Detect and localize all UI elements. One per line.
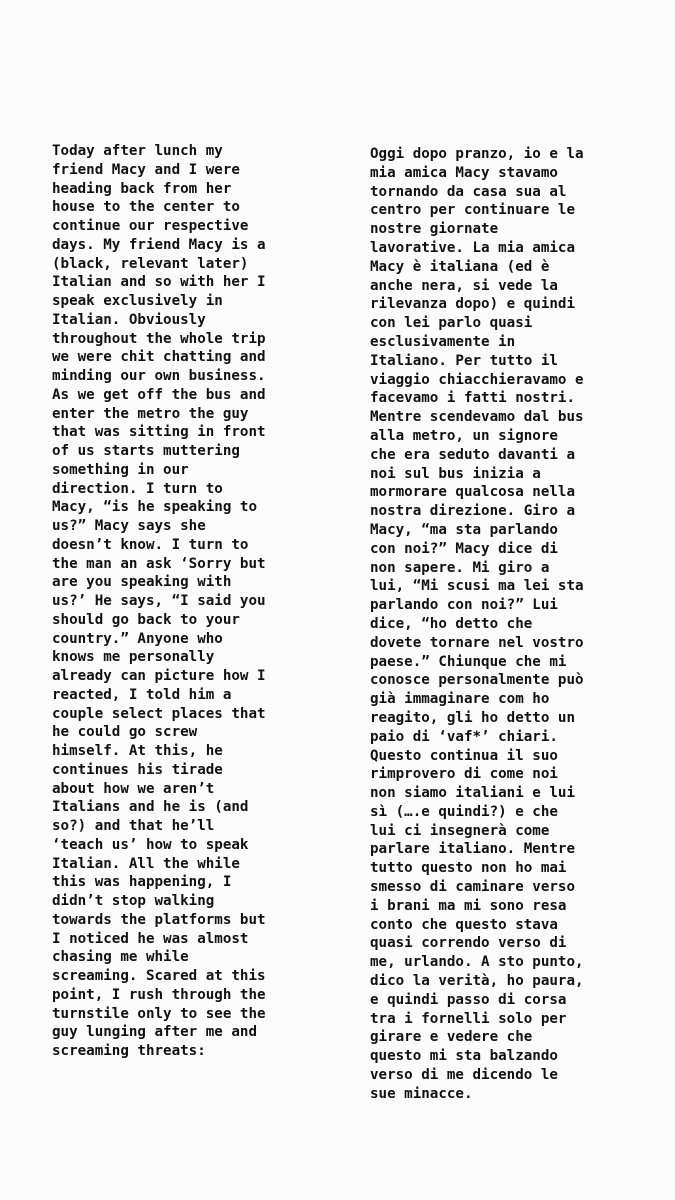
italian-text-line: viaggio chiacchieravamo e bbox=[370, 371, 584, 388]
italian-text-line: e quindi passo di corsa bbox=[370, 991, 567, 1008]
italian-text-line: alla metro, un signore bbox=[370, 427, 558, 444]
italian-text-line: i brani ma mi sono resa bbox=[370, 897, 567, 914]
english-text-line: screaming. Scared at this bbox=[52, 968, 266, 984]
english-text-line: this was happening, I bbox=[52, 874, 232, 891]
english-text-line: so?) and that he’ll bbox=[52, 818, 215, 834]
italian-text-line: verso di me dicendo le bbox=[370, 1067, 558, 1084]
italian-text-line: sue minacce. bbox=[370, 1085, 473, 1102]
italian-text-line: rilevanza dopo) e quindi bbox=[370, 296, 575, 313]
italian-text-line: nostre giornate bbox=[370, 221, 499, 238]
italian-text-line: lavorative. La mia amica bbox=[370, 239, 575, 256]
italian-text-line: Macy è italiana (ed è bbox=[370, 258, 550, 275]
italian-text-line: tutto questo non ho mai bbox=[370, 860, 567, 877]
italian-text-line: già immaginare com ho bbox=[370, 691, 550, 708]
english-text-line: enter the metro the guy bbox=[52, 405, 249, 422]
english-text-line: Italian. All the while bbox=[52, 855, 240, 872]
italian-text-line: nostra direzione. Giro a bbox=[370, 503, 575, 520]
italian-text-line: Macy, “ma sta parlando bbox=[370, 521, 558, 538]
italian-text-line: conosce personalmente può bbox=[370, 672, 584, 689]
english-text-line: doesn’t know. I turn to bbox=[52, 536, 249, 553]
english-text-line: that was sitting in front bbox=[52, 424, 266, 441]
english-text-line: speak exclusively in bbox=[52, 293, 223, 309]
italian-text-line: lui ci insegnerà come bbox=[370, 822, 550, 839]
english-text-line: point, I rush through the bbox=[52, 986, 266, 1003]
italian-text-line: tra i fornelli solo per bbox=[370, 1010, 567, 1027]
italian-text-line: Oggi dopo pranzo, io e la bbox=[370, 146, 584, 162]
english-text-line: minding our own business. bbox=[52, 368, 266, 384]
italian-text-line: esclusivamente in bbox=[370, 333, 516, 350]
english-text-line: (black, relevant later) bbox=[52, 255, 249, 272]
english-text-line: reacted, I told him a bbox=[52, 686, 232, 703]
italian-text-line: dovete tornare nel vostro bbox=[370, 634, 584, 651]
english-text-line: something in our bbox=[52, 461, 189, 478]
english-text-line: Macy, “is he speaking to bbox=[52, 499, 257, 516]
english-text-line: guy lunging after me and bbox=[52, 1024, 257, 1041]
english-text-line: couple select places that bbox=[52, 705, 266, 722]
english-text-line: ‘teach us’ how to speak bbox=[52, 836, 249, 853]
english-text-line: I noticed he was almost bbox=[52, 930, 249, 947]
english-text-line: friend Macy and I were bbox=[52, 161, 240, 178]
english-text-line: heading back from her bbox=[52, 180, 232, 197]
english-text-line: screaming threats: bbox=[52, 1043, 206, 1059]
english-text-column bbox=[52, 142, 312, 1061]
english-text-line: should go back to your bbox=[52, 611, 240, 628]
italian-text-line: non siamo italiani e lui bbox=[370, 785, 575, 802]
english-text-line: days. My friend Macy is a bbox=[52, 236, 266, 253]
italian-text-line: parlare italiano. Mentre bbox=[370, 841, 575, 858]
italian-text-line: tornando da casa sua al bbox=[370, 183, 567, 200]
italian-text-column bbox=[370, 145, 640, 1104]
english-text-line: country.” Anyone who bbox=[52, 630, 223, 647]
italian-text-line: girare e vedere che bbox=[370, 1029, 533, 1046]
italian-text-line: lui, “Mi scusi ma lei sta bbox=[370, 578, 584, 595]
italian-text-line: dice, “ho detto che bbox=[370, 615, 533, 632]
english-text-line: us?’ He says, “I said you bbox=[52, 593, 266, 609]
italian-text-line: mormorare qualcosa nella bbox=[370, 484, 575, 501]
italian-text-line: parlando con noi?” Lui bbox=[370, 597, 558, 614]
english-text-line: direction. I turn to bbox=[52, 480, 223, 497]
english-text-line: continue our respective bbox=[52, 218, 249, 234]
italian-text-line: mia amica Macy stavamo bbox=[370, 164, 558, 181]
italian-text-line: smesso di caminare verso bbox=[370, 879, 575, 896]
italian-text-line: conto che questo stava bbox=[370, 916, 558, 933]
english-text-line: about how we aren’t bbox=[52, 780, 215, 797]
italian-text-line: con lei parlo quasi bbox=[370, 315, 533, 332]
italian-text-line: centro per continuare le bbox=[370, 202, 575, 219]
italian-text-line: facevamo i fatti nostri. bbox=[370, 390, 575, 407]
italian-text-line: Mentre scendevamo dal bus bbox=[370, 409, 584, 426]
italian-text-line: reagito, gli ho detto un bbox=[370, 709, 575, 726]
italian-text-line: non sapere. Mi giro a bbox=[370, 559, 550, 576]
italian-text-line: paese.” Chiunque che mi bbox=[370, 653, 567, 670]
italian-text-line: questo mi sta balzando bbox=[370, 1048, 558, 1065]
english-text-line: himself. At this, he bbox=[52, 743, 223, 759]
italian-text-line: anche nera, si vede la bbox=[370, 277, 558, 294]
italian-text-line: noi sul bus inizia a bbox=[370, 465, 541, 482]
italian-text-line: me, urlando. A sto punto, bbox=[370, 954, 584, 971]
english-text-line: turnstile only to see the bbox=[52, 1005, 266, 1022]
italian-text-line: sì (….e quindi?) e che bbox=[370, 803, 558, 820]
english-text-line: we were chit chatting and bbox=[52, 349, 266, 366]
italian-text-line: Questo continua il suo bbox=[370, 747, 558, 764]
italian-text-line: che era seduto davanti a bbox=[370, 446, 575, 463]
english-text-line: the man an ask ‘Sorry but bbox=[52, 555, 266, 572]
english-text-line: house to the center to bbox=[52, 199, 240, 216]
english-text-line: chasing me while bbox=[52, 949, 189, 966]
english-text-line: continues his tirade bbox=[52, 761, 223, 778]
english-text-line: Italian. Obviously bbox=[52, 311, 206, 328]
italian-text-line: paio di ‘vaf*’ chiari. bbox=[370, 728, 558, 745]
english-text-line: of us starts muttering bbox=[52, 443, 240, 459]
english-text-line: Today after lunch my bbox=[52, 143, 223, 159]
english-text-line: Italians and he is (and bbox=[52, 799, 249, 816]
english-text-line: towards the platforms but bbox=[52, 911, 266, 928]
italian-text-line: rimprovero di come noi bbox=[370, 766, 558, 783]
english-text-line: knows me personally bbox=[52, 649, 215, 666]
italian-text-line: quasi correndo verso di bbox=[370, 935, 567, 952]
english-text-line: he could go screw bbox=[52, 724, 198, 741]
italian-text-line: con noi?” Macy dice di bbox=[370, 540, 558, 557]
english-text-line: didn’t stop walking bbox=[52, 893, 215, 909]
english-text-line: Italian and so with her I bbox=[52, 274, 266, 291]
italian-text-line: Italiano. Per tutto il bbox=[370, 352, 558, 369]
italian-text-line: dico la verità, ho paura, bbox=[370, 973, 584, 990]
english-text-line: throughout the whole trip bbox=[52, 330, 266, 347]
english-text-line: As we get off the bus and bbox=[52, 386, 266, 403]
english-text-line: are you speaking with bbox=[52, 574, 232, 591]
english-text-line: us?” Macy says she bbox=[52, 518, 206, 534]
english-text-line: already can picture how I bbox=[52, 668, 266, 684]
